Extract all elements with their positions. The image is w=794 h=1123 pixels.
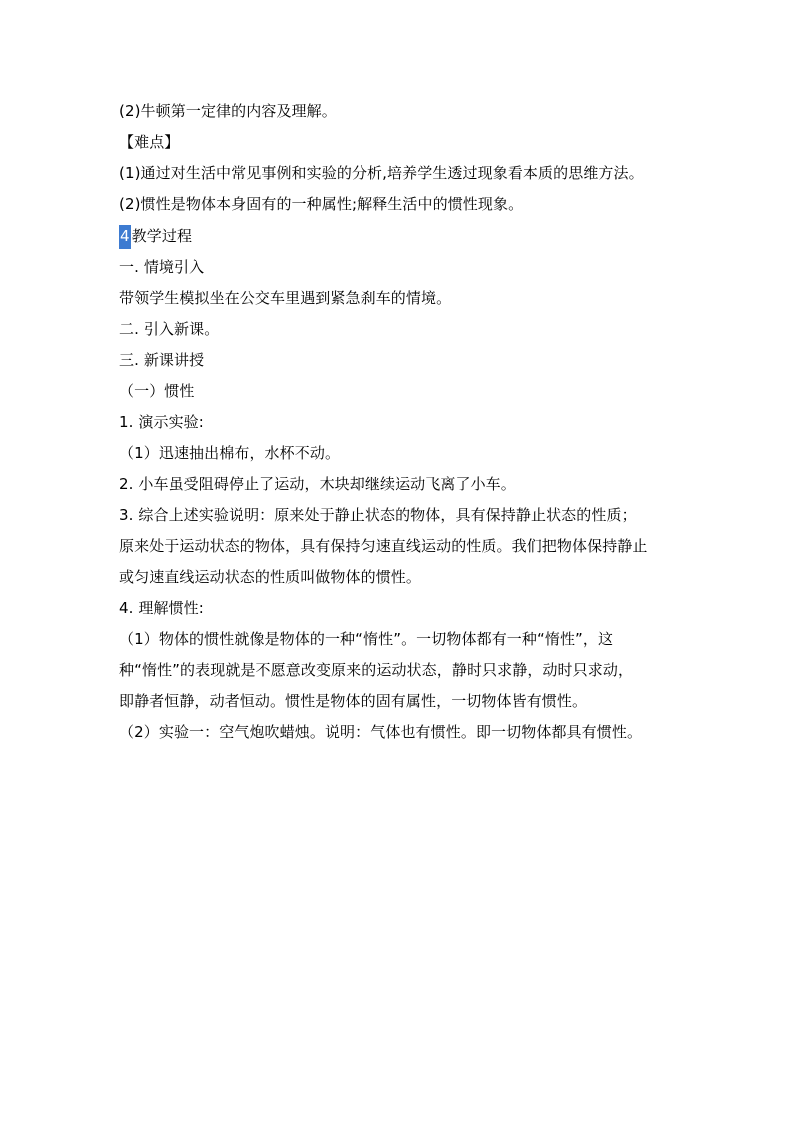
body-line-lecture: 三. 新课讲授 [119, 351, 205, 369]
section-title: 教学过程 [131, 227, 193, 245]
body-line-air-cannon: （2）实验一：空气炮吹蜡烛。说明：气体也有惯性。即一切物体都具有惯性。 [119, 723, 643, 741]
body-line-demo-experiment: 1. 演示实验: [119, 413, 204, 431]
body-line-situation-intro: 一. 情境引入 [119, 258, 205, 276]
body-line-summary-1: 3. 综合上述实验说明：原来处于静止状态的物体，具有保持静止状态的性质； [119, 506, 637, 524]
body-line-summary-2: 原来处于运动状态的物体，具有保持匀速直线运动的性质。我们把物体保持静止 [119, 537, 648, 555]
body-line-new-lesson: 二. 引入新课。 [119, 320, 220, 338]
section-number-selected[interactable]: 4 [119, 225, 131, 249]
body-line-laziness-3: 即静者恒静，动者恒动。惯性是物体的固有属性，一切物体皆有惯性。 [119, 692, 588, 710]
section-heading-teaching-process [119, 220, 679, 252]
difficulty-item-2: (2)惯性是物体本身固有的一种属性;解释生活中的惯性现象。 [119, 195, 524, 213]
body-line-inertia-heading: （一）惯性 [119, 382, 195, 400]
difficulty-point-2-newton-law: (2)牛顿第一定律的内容及理解。 [119, 102, 337, 120]
body-line-cloth-cup: （1）迅速抽出棉布，水杯不动。 [119, 444, 341, 462]
difficulty-item-1: (1)通过对生活中常见事例和实验的分析,培养学生透过现象看本质的思维方法。 [119, 164, 644, 182]
body-line-laziness-2: 种“惰性”的表现就是不愿意改变原来的运动状态，静时只求静，动时只求动， [119, 661, 634, 679]
document-page [119, 96, 679, 748]
body-line-understand-inertia: 4. 理解惯性: [119, 599, 204, 617]
body-line-summary-3: 或匀速直线运动状态的性质叫做物体的惯性。 [119, 568, 422, 586]
difficulty-heading: 【难点】 [119, 133, 180, 151]
body-line-cart-block: 2. 小车虽受阻碍停止了运动，木块却继续运动飞离了小车。 [119, 475, 516, 493]
body-line-bus-scenario: 带领学生模拟坐在公交车里遇到紧急刹车的情境。 [119, 289, 452, 307]
body-line-laziness-1: （1）物体的惯性就像是物体的一种“惰性”。一切物体都有一种“惰性”，这 [119, 630, 614, 648]
